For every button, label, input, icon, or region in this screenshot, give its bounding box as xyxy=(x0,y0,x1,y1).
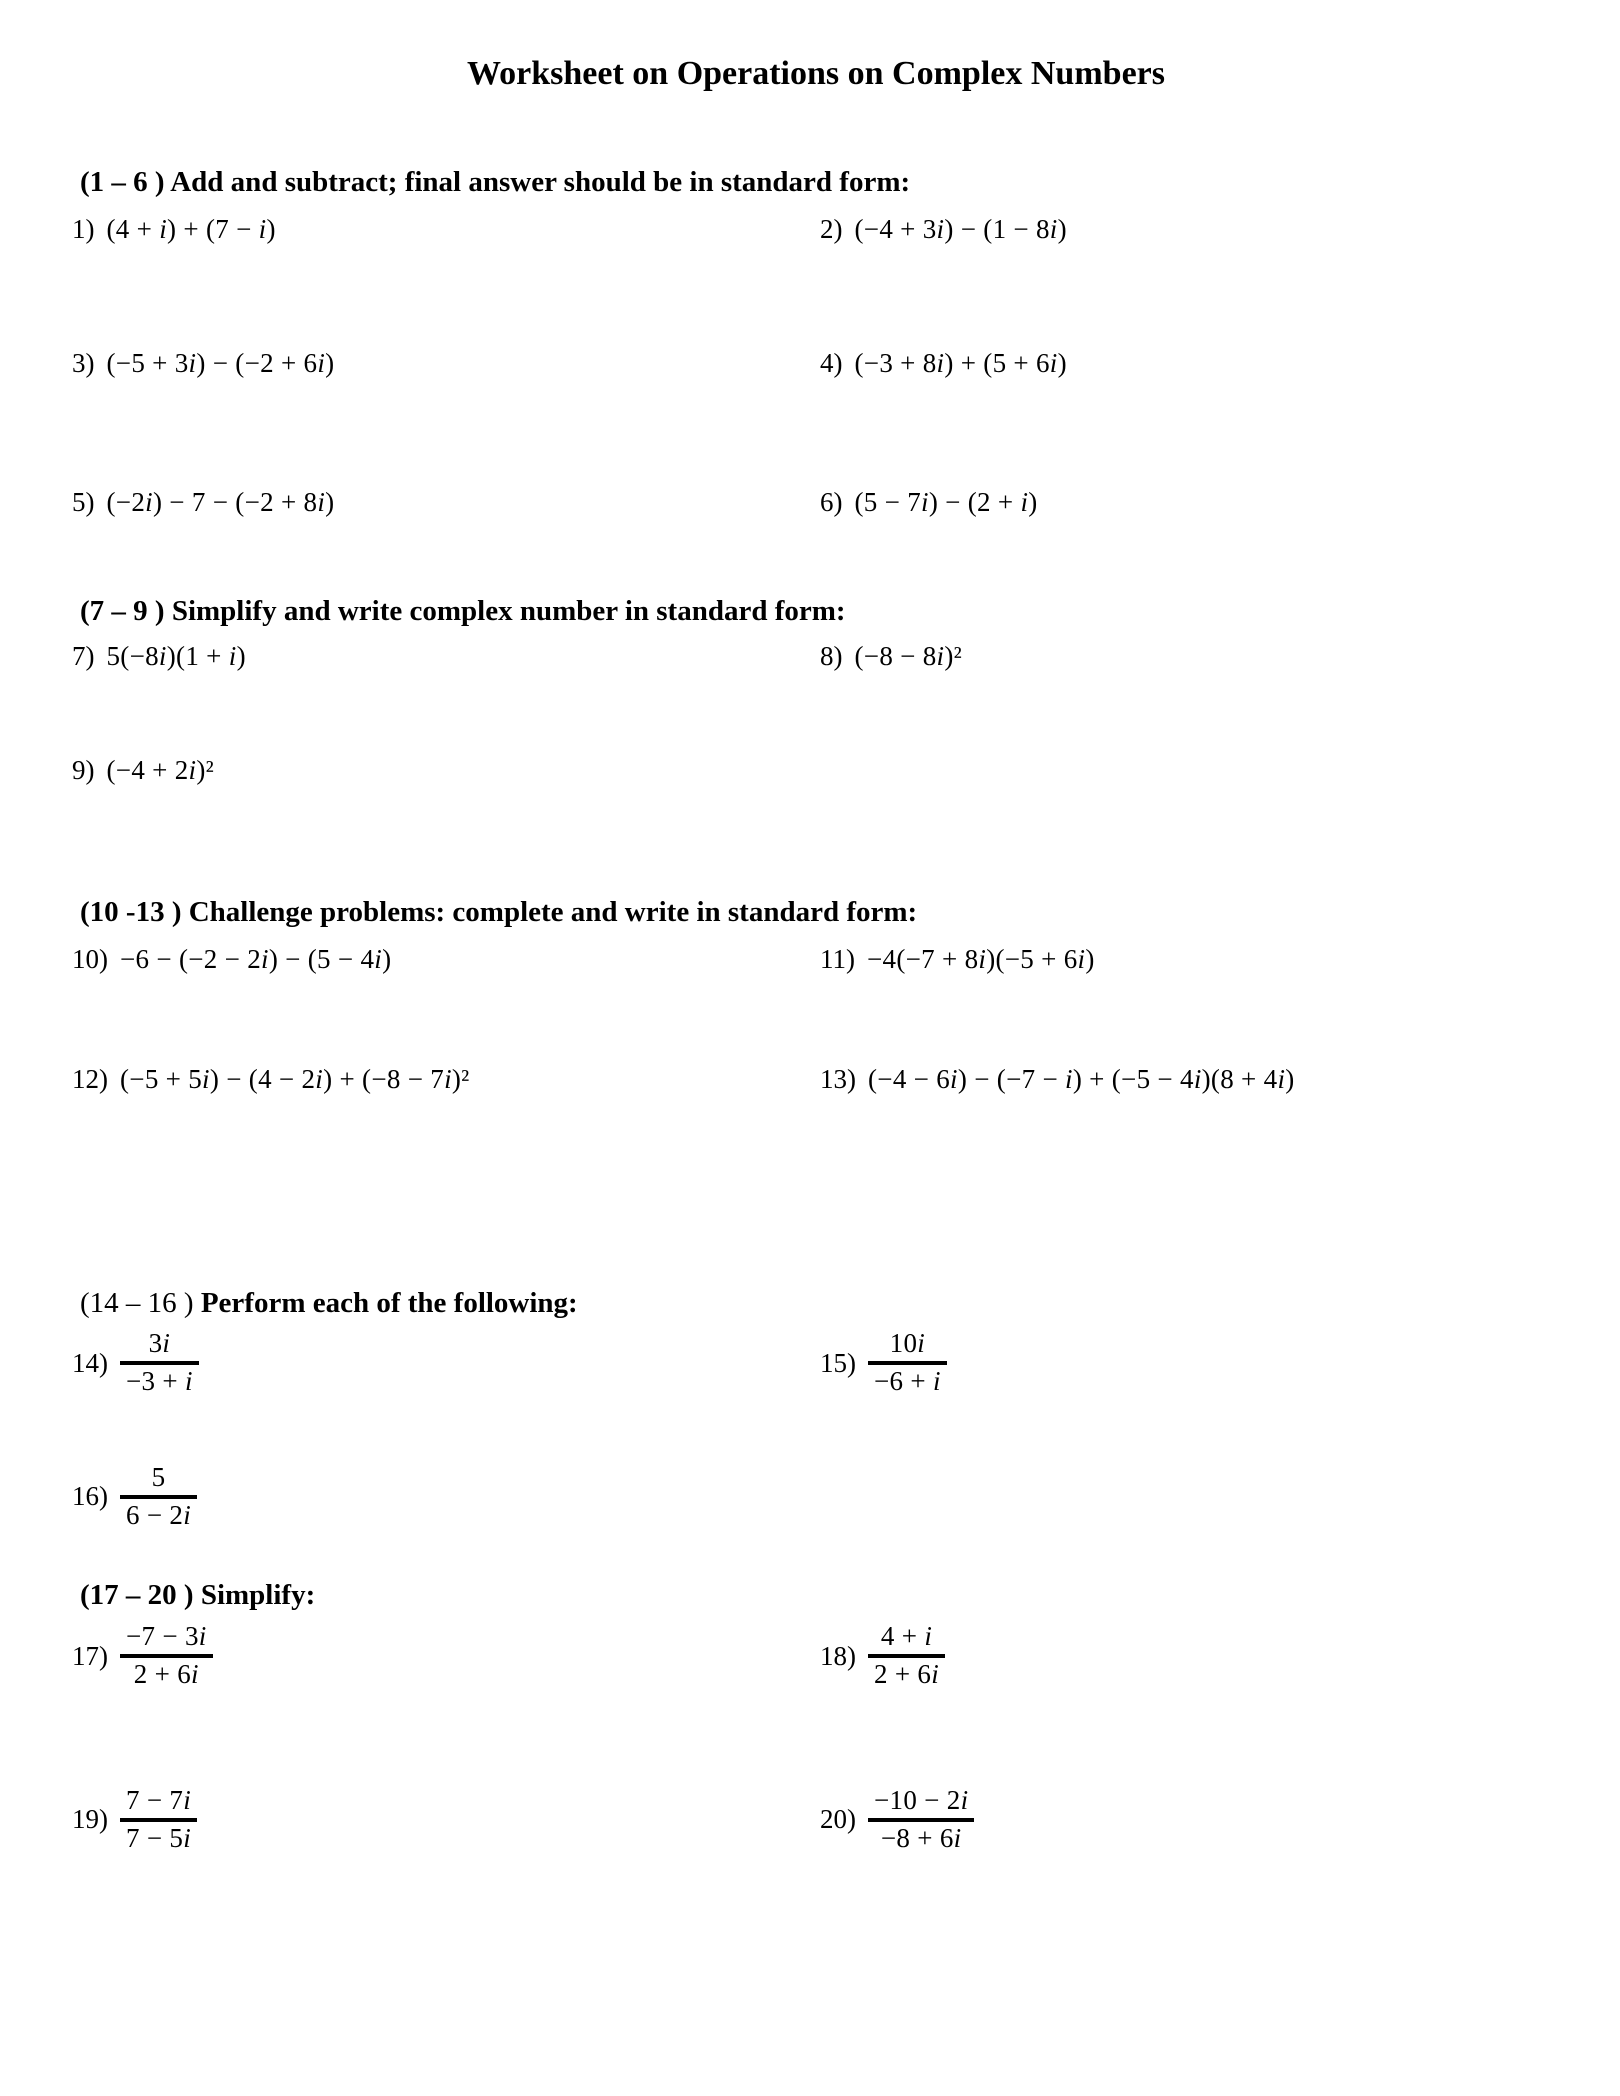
problem-8 xyxy=(820,638,1560,674)
fraction-numerator: −7 − 3i xyxy=(126,1621,207,1652)
problem-row xyxy=(72,638,1560,674)
problem-row xyxy=(72,941,1560,977)
section-header-range: (7 – 9 ) xyxy=(80,595,165,627)
fraction xyxy=(868,1327,947,1399)
problem-row xyxy=(72,752,1560,788)
problem-label: 8) xyxy=(820,640,843,671)
problem-11 xyxy=(820,941,1560,977)
problem-label: 4) xyxy=(820,348,843,379)
problem-label: 16) xyxy=(72,1481,108,1512)
fraction xyxy=(120,1327,199,1399)
problem-row xyxy=(72,1327,1560,1399)
fraction-denominator: −3 + i xyxy=(126,1366,193,1397)
problem-label: 12) xyxy=(72,1064,108,1095)
problem-row xyxy=(72,1061,1560,1097)
section-header-text: Challenge problems: complete and write in standard form: xyxy=(188,895,918,928)
section-add-subtract xyxy=(72,167,1560,520)
fraction-numerator: 10i xyxy=(889,1328,926,1359)
problem-label: 19) xyxy=(72,1804,108,1835)
problem-1 xyxy=(72,211,820,247)
fraction-denominator: 7 − 5i xyxy=(126,1822,192,1853)
problem-9 xyxy=(72,752,820,788)
problem-6 xyxy=(820,484,1560,520)
problem-7 xyxy=(72,638,820,674)
problem-label: 1) xyxy=(72,213,95,244)
fraction-numerator: 3i xyxy=(148,1328,171,1359)
problem-3 xyxy=(72,345,820,381)
problem-expression: (−5 + 3i) − (−2 + 6i) xyxy=(106,348,335,379)
fraction-numerator: 4 + i xyxy=(880,1621,933,1652)
problem-label: 5) xyxy=(72,486,95,517)
fraction-denominator: 6 − 2i xyxy=(126,1499,192,1530)
problem-row xyxy=(72,211,1560,247)
problem-row xyxy=(72,345,1560,381)
problem-19 xyxy=(72,1784,820,1856)
problem-label: 18) xyxy=(820,1640,856,1671)
problem-label: 6) xyxy=(820,486,843,517)
problem-expression: 5(−8i)(1 + i) xyxy=(106,640,246,671)
problem-expression: (−3 + 8i) + (5 + 6i) xyxy=(854,348,1067,379)
section-header-text: Perform each of the following: xyxy=(200,1286,578,1319)
problem-expression: (4 + i) + (7 − i) xyxy=(106,213,276,244)
problem-4 xyxy=(820,345,1560,381)
section-header xyxy=(72,897,1560,929)
problem-10 xyxy=(72,941,820,977)
fraction xyxy=(120,1784,197,1856)
fraction-denominator: −6 + i xyxy=(874,1366,941,1397)
fraction-numerator: −10 − 2i xyxy=(874,1784,969,1815)
problem-expression: (5 − 7i) − (2 + i) xyxy=(854,486,1038,517)
problem-16 xyxy=(72,1461,820,1533)
fraction xyxy=(868,1620,945,1692)
section-header-range: (17 – 20 ) xyxy=(80,1579,194,1612)
section-header-range: (14 – 16 ) xyxy=(80,1286,194,1319)
problem-label: 10) xyxy=(72,943,108,974)
page-title: Worksheet on Operations on Complex Numbers xyxy=(467,55,1165,92)
fraction-denominator: 2 + 6i xyxy=(874,1659,940,1690)
problem-row xyxy=(72,484,1560,520)
problem-label: 13) xyxy=(820,1064,856,1095)
problem-14 xyxy=(72,1327,820,1399)
fraction-denominator: −8 + 6i xyxy=(880,1822,962,1853)
problem-label: 2) xyxy=(820,213,843,244)
problem-5 xyxy=(72,484,820,520)
fraction-numerator: 5 xyxy=(151,1461,166,1492)
problem-18 xyxy=(820,1620,1560,1692)
problem-row xyxy=(72,1620,1560,1692)
problem-2 xyxy=(820,211,1560,247)
section-header xyxy=(72,167,1560,199)
fraction-denominator: 2 + 6i xyxy=(133,1659,199,1690)
problem-label: 11) xyxy=(820,943,855,974)
fraction xyxy=(120,1461,197,1533)
problem-expression: (−4 + 3i) − (1 − 8i) xyxy=(854,213,1067,244)
section-challenge xyxy=(72,897,1560,1098)
section-header xyxy=(72,1580,1560,1612)
fraction xyxy=(120,1620,213,1692)
fraction-numerator: 7 − 7i xyxy=(126,1784,192,1815)
section-header-range: (10 -13 ) xyxy=(80,895,182,928)
problem-label: 20) xyxy=(820,1804,856,1835)
section-header xyxy=(72,1288,1560,1320)
section-header-text: Simplify and write complex number in standard form: xyxy=(171,595,846,627)
section-header-text: Add and subtract; final answer should be in standard form: xyxy=(170,165,911,198)
problem-label: 15) xyxy=(820,1347,856,1378)
problem-12 xyxy=(72,1061,820,1097)
section-header-text: Simplify: xyxy=(200,1579,316,1612)
problem-17 xyxy=(72,1620,820,1692)
problem-label: 9) xyxy=(72,755,95,786)
problem-expression: −6 − (−2 − 2i) − (5 − 4i) xyxy=(120,943,392,974)
problem-13 xyxy=(820,1061,1560,1097)
problem-label: 3) xyxy=(72,348,95,379)
section-perform xyxy=(72,1288,1560,1533)
problem-20 xyxy=(820,1784,1560,1856)
problem-expression: (−4 − 6i) − (−7 − i) + (−5 − 4i)(8 + 4i) xyxy=(868,1064,1295,1095)
problem-expression: (−4 + 2i)² xyxy=(106,755,215,786)
problem-row xyxy=(72,1784,1560,1856)
problem-label: 14) xyxy=(72,1347,108,1378)
problem-15 xyxy=(820,1327,1560,1399)
fraction xyxy=(868,1784,974,1856)
problem-expression: (−5 + 5i) − (4 − 2i) + (−8 − 7i)² xyxy=(120,1064,470,1095)
problem-row xyxy=(72,1461,1560,1533)
problem-label: 17) xyxy=(72,1640,108,1671)
problem-expression: (−2i) − 7 − (−2 + 8i) xyxy=(106,486,335,517)
problem-expression: (−8 − 8i)² xyxy=(854,640,963,671)
section-simplify-fractions xyxy=(72,1580,1560,1855)
problem-expression: −4(−7 + 8i)(−5 + 6i) xyxy=(867,943,1095,974)
section-header xyxy=(72,596,1560,628)
section-simplify-standard xyxy=(72,596,1560,789)
problem-label: 7) xyxy=(72,640,95,671)
section-header-range: (1 – 6 ) xyxy=(80,165,165,198)
